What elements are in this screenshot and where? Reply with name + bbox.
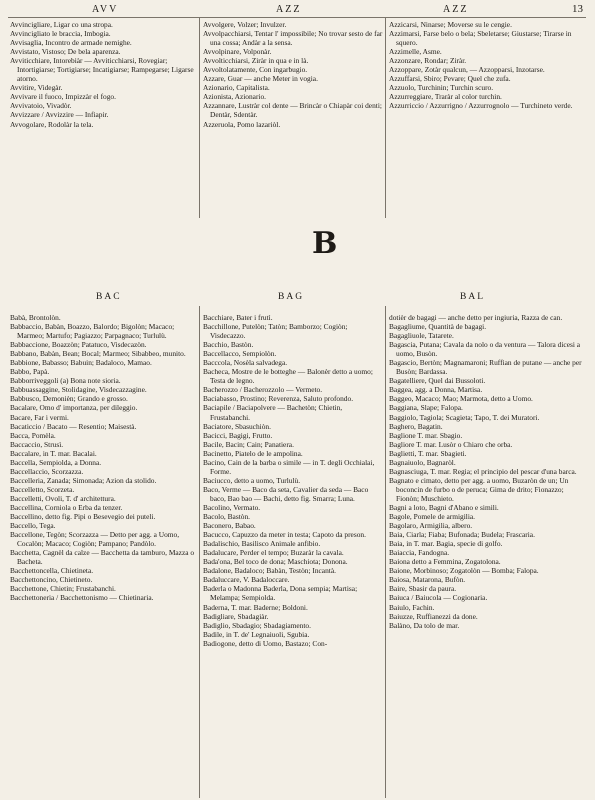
dictionary-entry: Avvivatoio, Vivadòr. xyxy=(10,101,72,111)
dictionary-entry: Avviticchiare, Intorebiàr — Avviticchiarsi, Rovegiar; Intortigiarse; Tortigiarse; Incatigiarse; Rampegarse; Ligarse atorno. xyxy=(10,56,194,84)
dictionary-entry: Babborriveggoli (a) Bona note sioria. xyxy=(10,376,121,386)
dictionary-entry: Azzuffarsi, Sbiro; Pevare; Quel che zufa. xyxy=(389,74,511,84)
dictionary-entry: Avvolticchiarsi, Ziràr in qua e in là. xyxy=(203,56,309,66)
dictionary-entry: Badalone, Badaloco; Babàn, Testòn; Incantà. xyxy=(203,566,336,576)
dictionary-entry: Baciabasso, Prostino; Reverenza, Saluto profondo. xyxy=(203,394,354,404)
dictionary-entry: Badiglio, Sbadagio; Sbadagiamento. xyxy=(203,620,311,630)
dictionary-entry: Azzare, Guar — anche Meter in vogia. xyxy=(203,74,318,84)
top-column-1 xyxy=(10,20,195,218)
top-divider-1 xyxy=(199,18,200,218)
dictionary-entry: Bagolaro, Armigilia, albero. xyxy=(389,521,473,531)
dictionary-entry: Baia, in T. mar. Bagia, specie di golfo. xyxy=(389,539,503,549)
dictionary-entry: Babbaccione, Boazzòn; Patatuco, Visdecazòn. xyxy=(10,340,147,350)
dictionary-entry: Babà, Brontolòn. xyxy=(10,313,61,322)
dictionary-entry: Avvincigliare, Ligar co una stropa. xyxy=(10,20,113,29)
dictionary-entry: Babbusco, Demonièn; Grando e grosso. xyxy=(10,394,128,404)
dictionary-entry: Badalischio, Basilisco Animale anfibio. xyxy=(203,539,321,549)
dictionary-entry: Baccelletto, Scorzeta. xyxy=(10,484,75,494)
dictionary-entry: Bagagliume, Quantità de bagagi. xyxy=(389,322,487,332)
dictionary-entry: Bacheca, Mostre de le botteghe — Balonèr detto a uomo; Testa de legno. xyxy=(203,367,373,386)
dictionary-entry: Bacucco, Capuzzo da meter in testa; Capoto da preson. xyxy=(203,530,366,540)
dictionary-entry: Bacile, Bacin; Cain; Panatiera. xyxy=(203,439,294,449)
dictionary-entry: Bacchillone, Putelòn; Tatòn; Bamborzo; Cogiòn; Visdecazzo. xyxy=(203,322,348,341)
dictionary-entry: Azzonzare, Rondar; Ziràr. xyxy=(389,56,467,66)
dictionary-entry: Bacchettoncino, Chietineto. xyxy=(10,575,93,585)
bottom-column-2 xyxy=(203,313,383,798)
header-rule xyxy=(8,17,586,18)
dictionary-entry: Baccellino, detto fig. Pipi o Besevegio dei puteli. xyxy=(10,512,156,522)
bottom-column-1 xyxy=(10,313,195,798)
dictionary-entry: Babbaccio, Babàn, Boazzo, Balordo; Bigolòn; Macaco; Marmeo; Martufo; Pagiazzo; Parpagnaco; Turlulù. xyxy=(10,322,175,341)
dictionary-entry: Bacino, Cain de la barba o simile — in T. degli Occhialai, Forme. xyxy=(203,457,375,476)
dictionary-entry: Baire, Sbasir da paura. xyxy=(389,584,457,594)
dictionary-entry: Baiuca / Baiucola — Cogionaria. xyxy=(389,593,488,603)
dictionary-entry: Bagnato e cimato, detto per agg. a uomo, Buzaròn de un; Un boconcin de furbo o de peruca; Gima de drito; Fionazzo; Fionòn; Muschieto. xyxy=(389,475,569,503)
dictionary-entry: Avvizzare / Avvizzire — Infiapir. xyxy=(10,110,109,120)
dictionary-entry: Badiogone, detto di Uomo, Bastazo; Con- xyxy=(203,638,328,648)
dictionary-entry: Baghero, Bagatin. xyxy=(389,421,443,431)
dictionary-entry: Baiona detto a Femmina, Zogatolona. xyxy=(389,557,501,567)
header-avv: AVV xyxy=(92,4,119,15)
dictionary-entry: Azzicarsi, Ninarse; Moverse su le cengie. xyxy=(389,20,512,29)
dictionary-entry: Bacchetta, Cagnèl da calze — Bacchetta da tamburo, Mazza o Bacheta. xyxy=(10,548,195,567)
dictionary-entry: Bacccola, Nosèla salvadega. xyxy=(203,358,288,368)
dictionary-entry: Baggea, agg. a Donna, Martisa. xyxy=(389,385,483,395)
dictionary-entry: Baiaccia, Fandogna. xyxy=(389,548,450,558)
dictionary-entry: Avvincigliato le braccia, Imbogia. xyxy=(10,29,111,39)
dictionary-entry: Azionista, Azionario. xyxy=(203,92,267,102)
header-azz-2: AZZ xyxy=(443,4,469,15)
dictionary-entry: Babbuassaggine, Stolidagine, Visdecazzagine. xyxy=(10,385,147,395)
dictionary-entry: Baggiana, Slape; Falopa. xyxy=(389,403,463,413)
dictionary-entry: Bacchettone, Chietin; Frustabanchi. xyxy=(10,584,116,594)
dictionary-entry: Baglione T. mar. Sbagio. xyxy=(389,430,463,440)
dictionary-entry: Bagliore T. mar. Lusòr o Chiaro che orba. xyxy=(389,439,513,449)
dictionary-entry: Bacicci, Bagigi, Frutto. xyxy=(203,430,273,440)
dictionary-entry: Bacolino, Vermato. xyxy=(203,502,261,512)
dictionary-entry: Baciucco, detto a uomo, Turlulù. xyxy=(203,475,301,485)
dictionary-entry: Azzeruola, Pomo lazariòl. xyxy=(203,119,281,129)
dictionary-entry: Badalucare, Perder el tempo; Buzaràr la cavala. xyxy=(203,548,344,558)
dictionary-entry: Baccella, Sempiolda, a Donna. xyxy=(10,457,102,467)
top-column-2 xyxy=(203,20,383,218)
section-header-bag: BAG xyxy=(278,292,305,302)
dictionary-entry: Baia, Ciarla; Fiaba; Bufonada; Budela; Frascaria. xyxy=(389,530,535,540)
dictionary-entry: Baccellina, Corniola o Erba da tenzer. xyxy=(10,502,123,512)
dictionary-entry: Baderla o Madonna Baderla, Dona sempia; Martisa; Melampa; Sempiolda. xyxy=(203,584,358,603)
section-letter: B xyxy=(312,226,338,261)
section-header-bal: BAL xyxy=(460,292,485,302)
dictionary-entry: Avvisaglia, Incontro de armade nemighe. xyxy=(10,38,132,48)
dictionary-entry: Bacinetto, Piatelo de le ampolina. xyxy=(203,448,303,458)
dictionary-entry: Baggeo, Macaco; Mao; Marmota, detto a Uomo. xyxy=(389,394,533,404)
dictionary-entry: Bacalare, Omo d' importanza, per dileggio. xyxy=(10,403,138,413)
bottom-divider-1 xyxy=(199,306,200,798)
dictionary-entry: Avvitire, Videgàr. xyxy=(10,83,63,93)
dictionary-entry: Bagnasciuga, T. mar. Regia; el principio del pescar d'una barca. xyxy=(389,466,577,476)
dictionary-entry: Bacchio, Bastòn. xyxy=(203,340,254,350)
dictionary-entry: Avvolgere, Volzer; Invulzer. xyxy=(203,20,287,29)
dictionary-entry: Azzannare, Lustràr col dente — Brincàr o Chiapàr coi denti; Dentàr, Sdentàr. xyxy=(203,101,382,120)
dictionary-entry: Baciapile / Baciapolvere — Bachetòn; Chietin, Frustabanchi. xyxy=(203,403,343,422)
dictionary-entry: Baggiolo, Tagiola; Scagieta; Tapo, T. dei Muratori. xyxy=(389,412,540,422)
dictionary-entry: Baccellone, Tegòn; Scorzazza — Detto per agg. a Uomo, Cocalòn; Macaco; Cogiòn; Pampano; Pandòlo. xyxy=(10,530,180,549)
dictionary-entry: Azzimarsi, Farse belo o bela; Sbeletarse; Giustarse; Tirarse in squero. xyxy=(389,29,572,48)
dictionary-entry: Baciatore, Sbasuchiòn. xyxy=(203,421,271,431)
dictionary-entry: Avvoltolatamente, Con ingarbugio. xyxy=(203,65,308,75)
dictionary-entry: Bagnaiuolo, Bagnaròl. xyxy=(389,457,456,467)
dictionary-entry: Baccelleria, Zanada; Simonada; Azion da stolido. xyxy=(10,475,157,485)
dictionary-entry: Babbo, Papà. xyxy=(10,367,50,377)
dictionary-entry: Azzurreggiare, Traràr al color turchin. xyxy=(389,92,502,102)
dictionary-entry: Badaluccare, V. Badaloccare. xyxy=(203,575,290,585)
dictionary-entry: Babbione, Babasso; Babuin; Badaloco, Mamao. xyxy=(10,358,152,368)
dictionary-entry: Babbano, Babàn, Bean; Bocal; Marmeo; Sibabbeo, munito. xyxy=(10,349,186,359)
dictionary-entry: Bagni a loto, Bagni d'Abano e simili. xyxy=(389,502,499,512)
dictionary-entry: Baccalare, in T. mar. Bacalai. xyxy=(10,448,97,458)
top-column-3 xyxy=(389,20,585,218)
dictionary-entry: Azionario, Capitalista. xyxy=(203,83,270,93)
dictionary-entry: Baconero, Babao. xyxy=(203,521,256,531)
bottom-column-3 xyxy=(389,313,585,798)
dictionary-entry: Baccellaccio, Scorzazza. xyxy=(10,466,84,476)
dictionary-entry: Badigliare, Sbadagiàr. xyxy=(203,611,269,621)
section-header-bac: BAC xyxy=(96,292,122,302)
dictionary-entry: Baiulo, Fachin. xyxy=(389,602,435,612)
dictionary-entry: Bacherozzo / Bacherozzolo — Vermeto. xyxy=(203,385,323,395)
dictionary-entry: Bacchettoneria / Bacchettonismo — Chietinaria. xyxy=(10,593,154,603)
bottom-divider-2 xyxy=(385,306,386,798)
dictionary-entry: Bacare, Far i vermi. xyxy=(10,412,69,422)
dictionary-entry: Baccelletti, Ovoli, T. d' architettura. xyxy=(10,493,116,503)
dictionary-entry: Baione, Morbinoso; Zogatolòn — Bomba; Falopa. xyxy=(389,566,539,576)
dictionary-entry: dotièr de bagagi — anche detto per ingiuria, Razza de can. xyxy=(389,313,563,322)
dictionary-entry: Baiuzze, Ruffianezzi da done. xyxy=(389,611,478,621)
dictionary-entry: Bagascio, Bertòn; Magnamaroni; Ruffian de putane — anche per Busòn; Bardassa. xyxy=(389,358,582,377)
dictionary-entry: Azzoppare, Zotàr qualcun, — Azzopparsi, Inzotarse. xyxy=(389,65,545,75)
dictionary-entry: Avvogolare, Rodolàr la tela. xyxy=(10,119,94,129)
dictionary-entry: Baco, Verme — Baco da seta, Cavalier da seda — Baco baco, Bao bao — Bachi, detto fig. Smarra; Luna. xyxy=(203,484,369,503)
header-azz-1: AZZ xyxy=(276,4,302,15)
dictionary-entry: Azzimelle, Asme. xyxy=(389,47,442,57)
dictionary-entry: Baderna, T. mar. Baderne; Boldoni. xyxy=(203,602,308,612)
top-divider-2 xyxy=(385,18,386,218)
dictionary-entry: Baccello, Tega. xyxy=(10,521,56,531)
dictionary-entry: Balàno, Da tolo de mar. xyxy=(389,620,460,630)
dictionary-entry: Azzurriccio / Azzurrigno / Azzurrognolo — Turchineto verde. xyxy=(389,101,573,111)
dictionary-entry: Bagatelliere, Quel dai Bussoloti. xyxy=(389,376,486,386)
dictionary-entry: Baiosa, Matarona, Bufòn. xyxy=(389,575,466,585)
page-number: 13 xyxy=(572,3,583,15)
dictionary-entry: Bacca, Pomèla. xyxy=(10,430,56,440)
dictionary-entry: Avvolpacchiarsi, Tentar l' impossibile; No trovar sesto de far una cossa; Andàr a la sensa. xyxy=(203,29,383,48)
dictionary-entry: Bagascia, Putana; Cavala da nolo o da ventura — Talora dicesi a uomo, Busòn. xyxy=(389,340,581,359)
dictionary-entry: Bacaticcio / Bacato — Resentio; Maisestà. xyxy=(10,421,137,431)
dictionary-entry: Baglietti, T. mar. Sbagieti. xyxy=(389,448,467,458)
dictionary-entry: Avvistato, Vistoso; De bela aparenza. xyxy=(10,47,121,57)
dictionary-entry: Bagagliuole, Tatarete. xyxy=(389,331,454,341)
dictionary-entry: Avvivare il fuoco, Impizzàr el fogo. xyxy=(10,92,116,102)
dictionary-entry: Bagole, Pomele de armigilia. xyxy=(389,512,475,522)
dictionary-entry: Baccaccio, Strusì. xyxy=(10,439,64,449)
dictionary-entry: Avvolpinare, Volponàr. xyxy=(203,47,272,57)
dictionary-entry: Bada'ona, Bel toco de dona; Maschiota; Donona. xyxy=(203,557,348,567)
dictionary-entry: Azzuolo, Turchinin; Turchin scuro. xyxy=(389,83,494,93)
dictionary-entry: Bacchiare, Bater i frutì. xyxy=(203,313,273,322)
dictionary-entry: Baccellacco, Sempiolòn. xyxy=(203,349,277,359)
dictionary-entry: Bacolo, Bastòn. xyxy=(203,512,251,522)
dictionary-entry: Bacchettoncella, Chietineta. xyxy=(10,566,94,576)
dictionary-entry: Badile, in T. de' Legnaiuoli, Sgubia. xyxy=(203,629,310,639)
